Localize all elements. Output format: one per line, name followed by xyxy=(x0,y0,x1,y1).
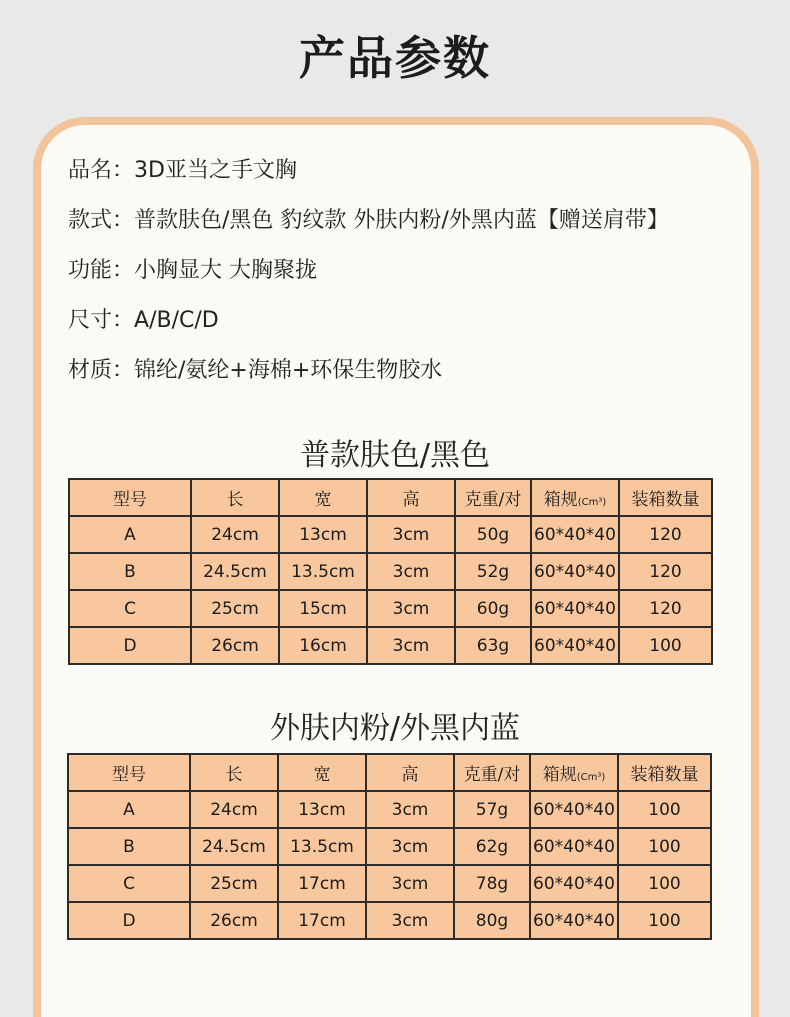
table-cell: 16cm xyxy=(279,627,367,664)
table-cell: 120 xyxy=(619,553,712,590)
table-cell: 3cm xyxy=(367,516,455,553)
table-cell: 13.5cm xyxy=(279,553,367,590)
table-cell: 63g xyxy=(455,627,531,664)
header-cell: 克重/对 xyxy=(455,479,531,516)
table-cell: A xyxy=(69,516,191,553)
table-row xyxy=(68,791,711,828)
table-cell: D xyxy=(68,902,190,939)
table-header-row xyxy=(68,754,711,791)
table-cell: 3cm xyxy=(366,828,454,865)
table-cell: 60*40*40 xyxy=(530,828,618,865)
table-cell: 24.5cm xyxy=(190,828,278,865)
table-cell: 62g xyxy=(454,828,530,865)
table-cell: 3cm xyxy=(366,865,454,902)
table-title-standard: 普款肤色/黑色 xyxy=(299,438,491,473)
info-function: 功能：小胸显大 大胸聚拢 xyxy=(68,258,318,283)
table-cell: 60g xyxy=(455,590,531,627)
spec-table-two-tone xyxy=(67,753,712,940)
table-header-row xyxy=(69,479,712,516)
info-name: 品名：3D亚当之手文胸 xyxy=(68,158,297,183)
table-cell: B xyxy=(69,553,191,590)
info-material: 材质：锦纶/氨纶+海棉+环保生物胶水 xyxy=(68,358,443,383)
table-cell: 3cm xyxy=(366,791,454,828)
table-cell: 24cm xyxy=(190,791,278,828)
table-cell: 60*40*40 xyxy=(531,627,619,664)
header-cell: 宽 xyxy=(278,754,366,791)
table-cell: 78g xyxy=(454,865,530,902)
table-title-two-tone: 外肤内粉/外黑内蓝 xyxy=(269,711,521,746)
table-cell: 120 xyxy=(619,516,712,553)
table-row xyxy=(69,516,712,553)
table-cell: 3cm xyxy=(366,902,454,939)
table-cell: 60*40*40 xyxy=(531,516,619,553)
table-cell: A xyxy=(68,791,190,828)
header-cell: 箱规(Cm³) xyxy=(530,754,618,791)
table-cell: 3cm xyxy=(367,627,455,664)
header-cell: 型号 xyxy=(69,479,191,516)
table-row xyxy=(69,590,712,627)
table-cell: 17cm xyxy=(278,902,366,939)
header-cell: 长 xyxy=(191,479,279,516)
table-cell: C xyxy=(68,865,190,902)
table-cell: 57g xyxy=(454,791,530,828)
header-cell: 装箱数量 xyxy=(619,479,712,516)
table-cell: 100 xyxy=(618,902,711,939)
table-cell: 60*40*40 xyxy=(530,865,618,902)
table-row xyxy=(69,553,712,590)
header-cell: 宽 xyxy=(279,479,367,516)
table-cell: 60*40*40 xyxy=(530,791,618,828)
header-cell: 长 xyxy=(190,754,278,791)
table-cell: 80g xyxy=(454,902,530,939)
table-row xyxy=(68,902,711,939)
table-cell: 26cm xyxy=(191,627,279,664)
spec-table-standard xyxy=(68,478,713,665)
info-size: 尺寸：A/B/C/D xyxy=(68,308,219,333)
table-cell: 100 xyxy=(618,791,711,828)
table-cell: 60*40*40 xyxy=(531,553,619,590)
header-cell: 高 xyxy=(366,754,454,791)
header-cell: 装箱数量 xyxy=(618,754,711,791)
table-row xyxy=(68,865,711,902)
header-cell: 箱规(Cm³) xyxy=(531,479,619,516)
header-cell: 克重/对 xyxy=(454,754,530,791)
table-cell: 13.5cm xyxy=(278,828,366,865)
table-cell: 60*40*40 xyxy=(531,590,619,627)
table-cell: B xyxy=(68,828,190,865)
table-cell: 24cm xyxy=(191,516,279,553)
header-cell: 高 xyxy=(367,479,455,516)
table-row xyxy=(69,627,712,664)
table-cell: 50g xyxy=(455,516,531,553)
table-cell: 3cm xyxy=(367,553,455,590)
table-cell: 13cm xyxy=(279,516,367,553)
table-cell: 26cm xyxy=(190,902,278,939)
product-info xyxy=(68,153,669,403)
info-style: 款式：普款肤色/黑色 豹纹款 外肤内粉/外黑内蓝【赠送肩带】 xyxy=(68,208,669,233)
header-cell: 型号 xyxy=(68,754,190,791)
table-cell: 52g xyxy=(455,553,531,590)
table-cell: 100 xyxy=(618,865,711,902)
table-cell: 17cm xyxy=(278,865,366,902)
table-cell: 24.5cm xyxy=(191,553,279,590)
table-cell: 13cm xyxy=(278,791,366,828)
table-cell: 15cm xyxy=(279,590,367,627)
table-cell: 25cm xyxy=(191,590,279,627)
table-cell: C xyxy=(69,590,191,627)
table-row xyxy=(68,828,711,865)
table-cell: 100 xyxy=(618,828,711,865)
table-cell: 3cm xyxy=(367,590,455,627)
page-title: 产品参数 xyxy=(299,31,491,85)
table-cell: D xyxy=(69,627,191,664)
table-cell: 100 xyxy=(619,627,712,664)
table-cell: 60*40*40 xyxy=(530,902,618,939)
table-cell: 120 xyxy=(619,590,712,627)
table-cell: 25cm xyxy=(190,865,278,902)
